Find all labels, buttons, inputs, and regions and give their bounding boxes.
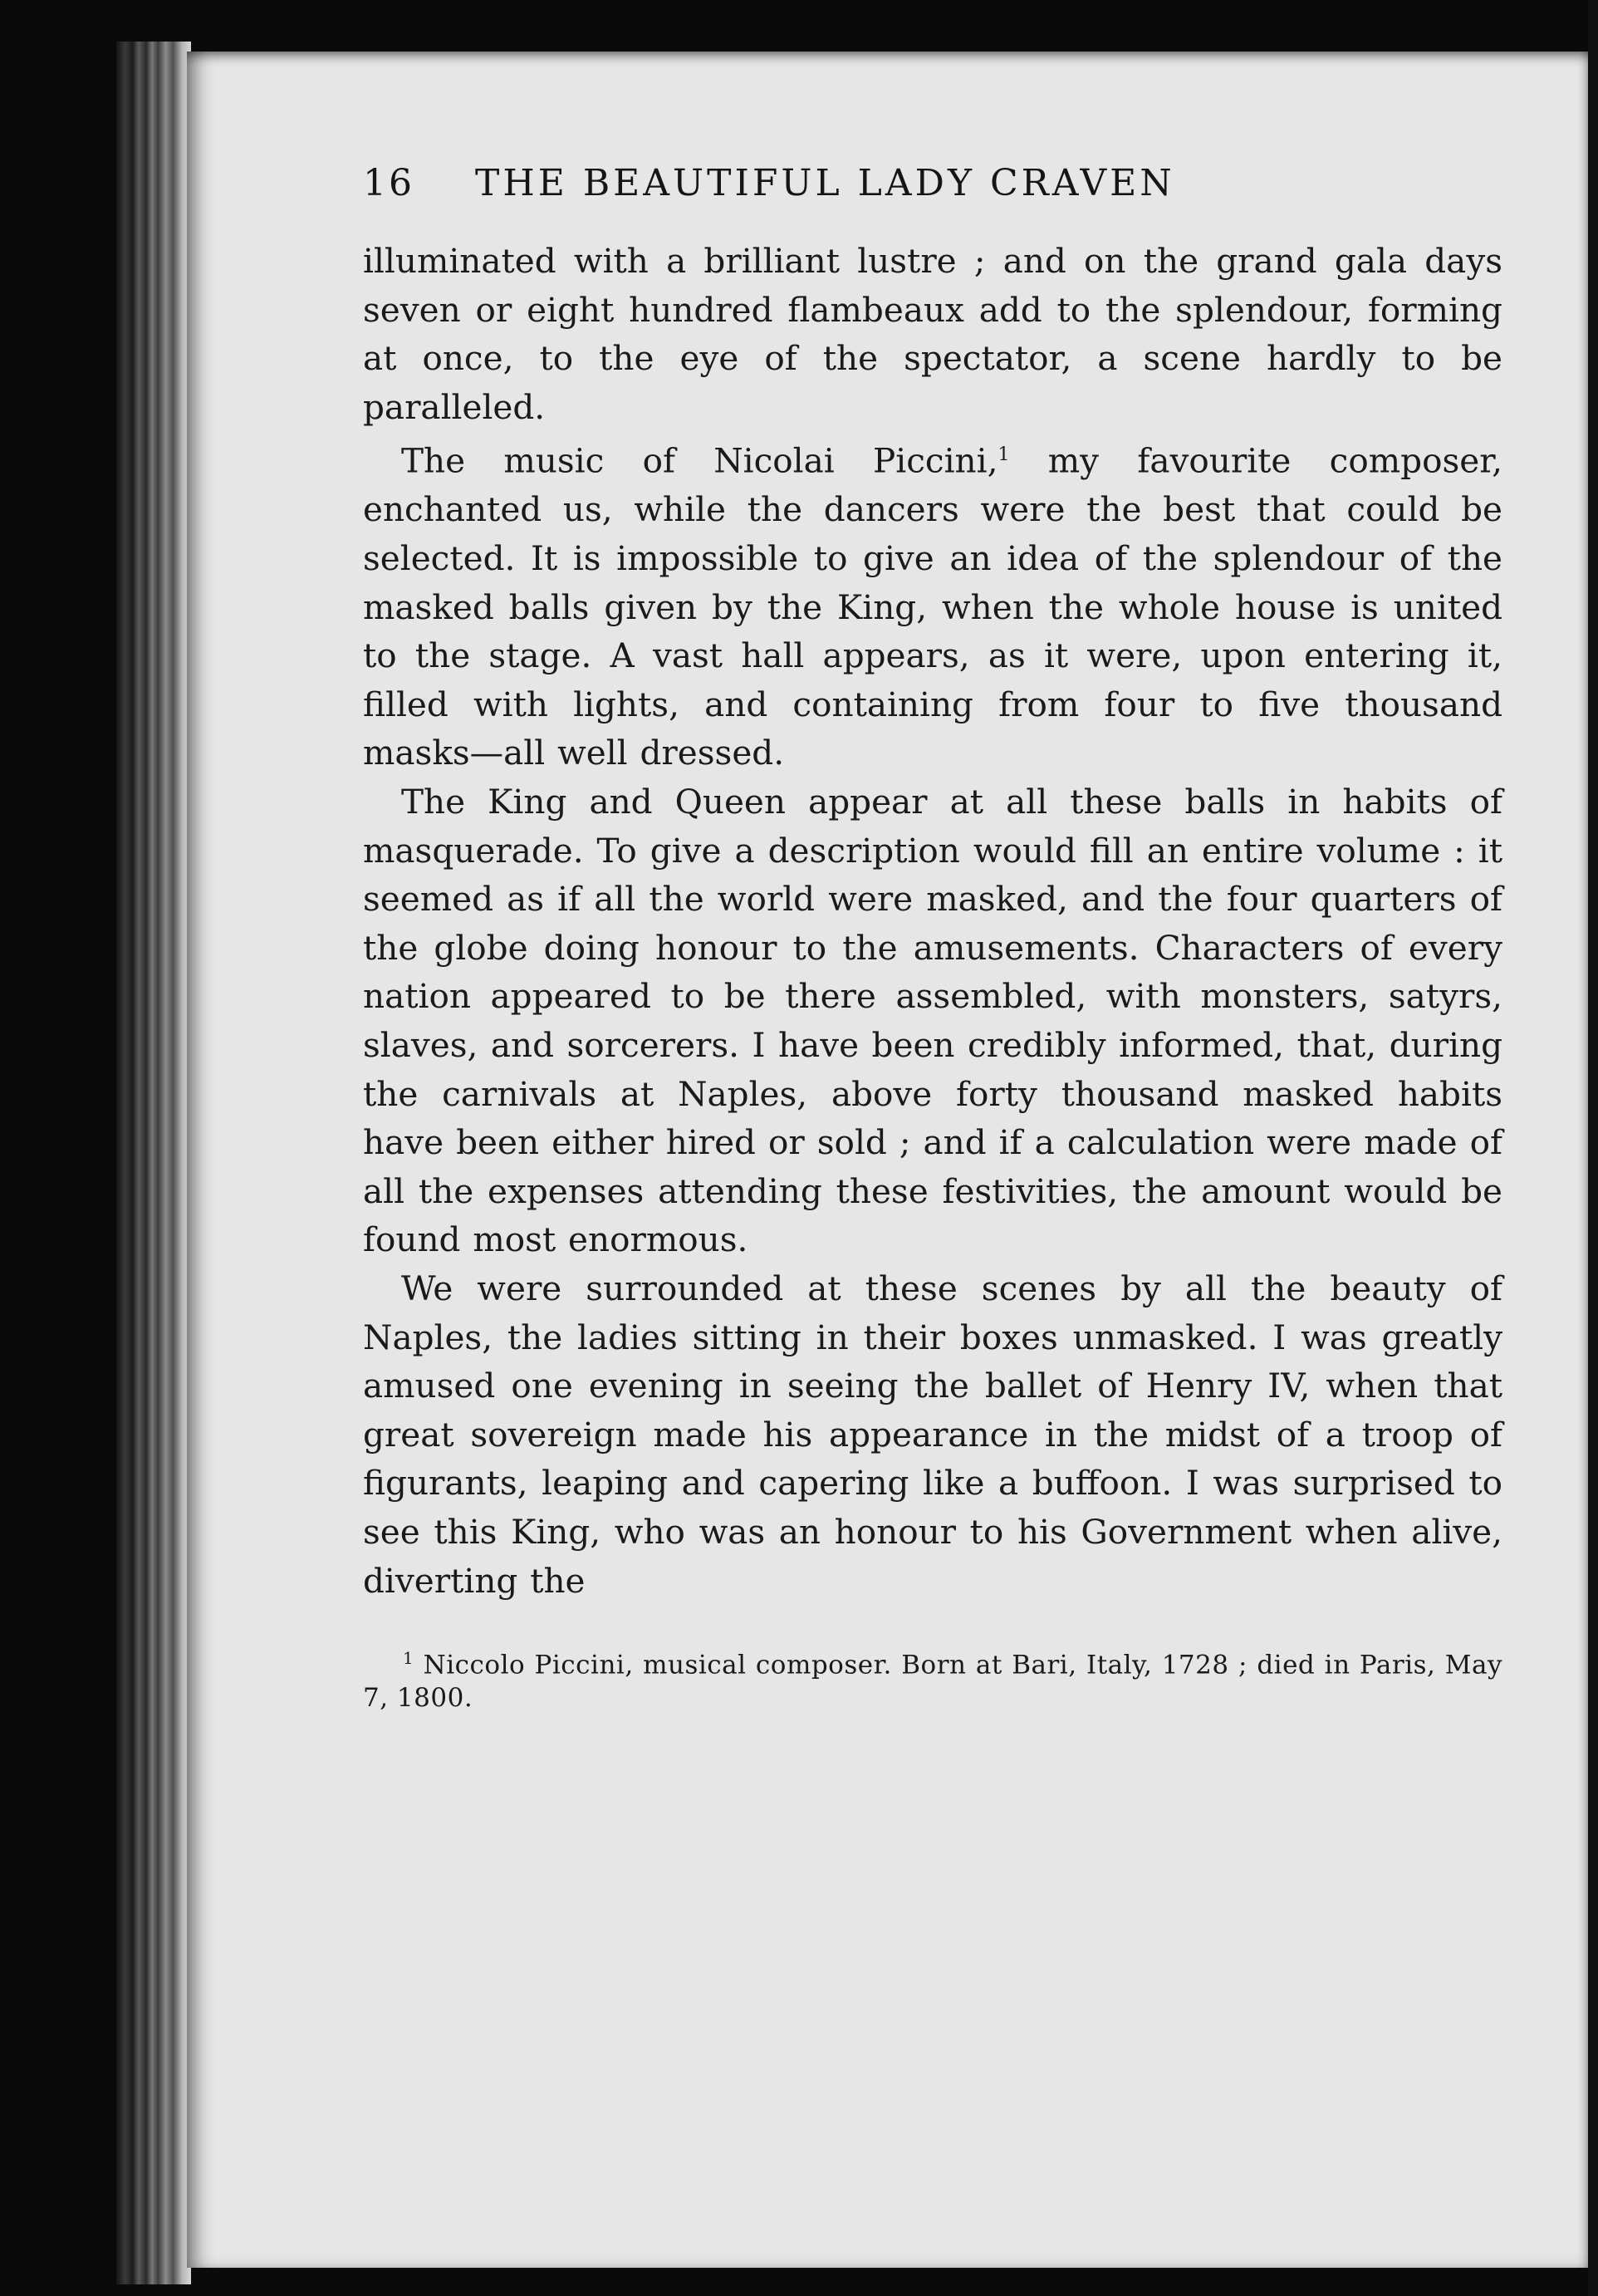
paragraph-piccini-lead: The music of Nicolai Piccini, (401, 440, 998, 481)
paragraph-continuation: illuminated with a brilliant lustre ; and on the grand gala days seven or eight hundred flambeaux add to the splendour, forming at once, to the eye of the spectator, a scene hardly to be paralleled. (363, 241, 1502, 427)
footnote-text: Niccolo Piccini, musical composer. Born at Bari, Italy, 1728 ; died in Paris, May 7, 1800. (363, 1650, 1503, 1714)
footnote-spacer (363, 1605, 1502, 1641)
paragraph-king-queen: The King and Queen appear at all these balls in habits of masquerade. To give a description would fill an entire volume : it seemed as if all the world were masked, and the four quarters of the globe doing honour to the amusements. Characters of every nation appeared to be there assembled, with monsters, satyrs, slaves, and sorcerers. I have been credibly informed, that, during the carnivals at Naples, above forty thousand masked habits have been either hired or sold ; and if a calculation were made of all the expenses attending these festivities, the amount would be found most enormous. (363, 782, 1502, 1260)
footnote-marker: 1 (403, 1648, 414, 1669)
running-head (363, 162, 1502, 237)
right-border (1588, 0, 1598, 2296)
paragraph-piccini (363, 431, 1502, 778)
paragraph-naples-beauty: We were surrounded at these scenes by all the beauty of Naples, the ladies sitting in their boxes unmasked. I was greatly amused one evening in seeing the ballet of Henry IV, when that great sovereign made his appearance in the midst of a troop of figurants, leaping and capering like a buffoon. I was surprised to see this King, who was an honour to his Government when alive, diverting the (363, 1268, 1502, 1601)
footnote-reference: 1 (998, 444, 1010, 466)
text-block (363, 162, 1502, 1715)
paragraph-piccini-rest: my favourite composer, enchanted us, while the dancers were the best that could be selected. It is impossible to give an idea of the splendour of the masked balls given by the King, when the whole house is united to the stage. A vast hall appears, as it were, upon entering it, filled with lights, and containing from four to five thousand masks—all well dressed. (363, 440, 1502, 773)
book-spine (116, 42, 191, 2284)
footnote (363, 1641, 1502, 1715)
running-title: THE BEAUTIFUL LADY CRAVEN (475, 162, 1175, 204)
page-number: 16 (363, 162, 414, 204)
